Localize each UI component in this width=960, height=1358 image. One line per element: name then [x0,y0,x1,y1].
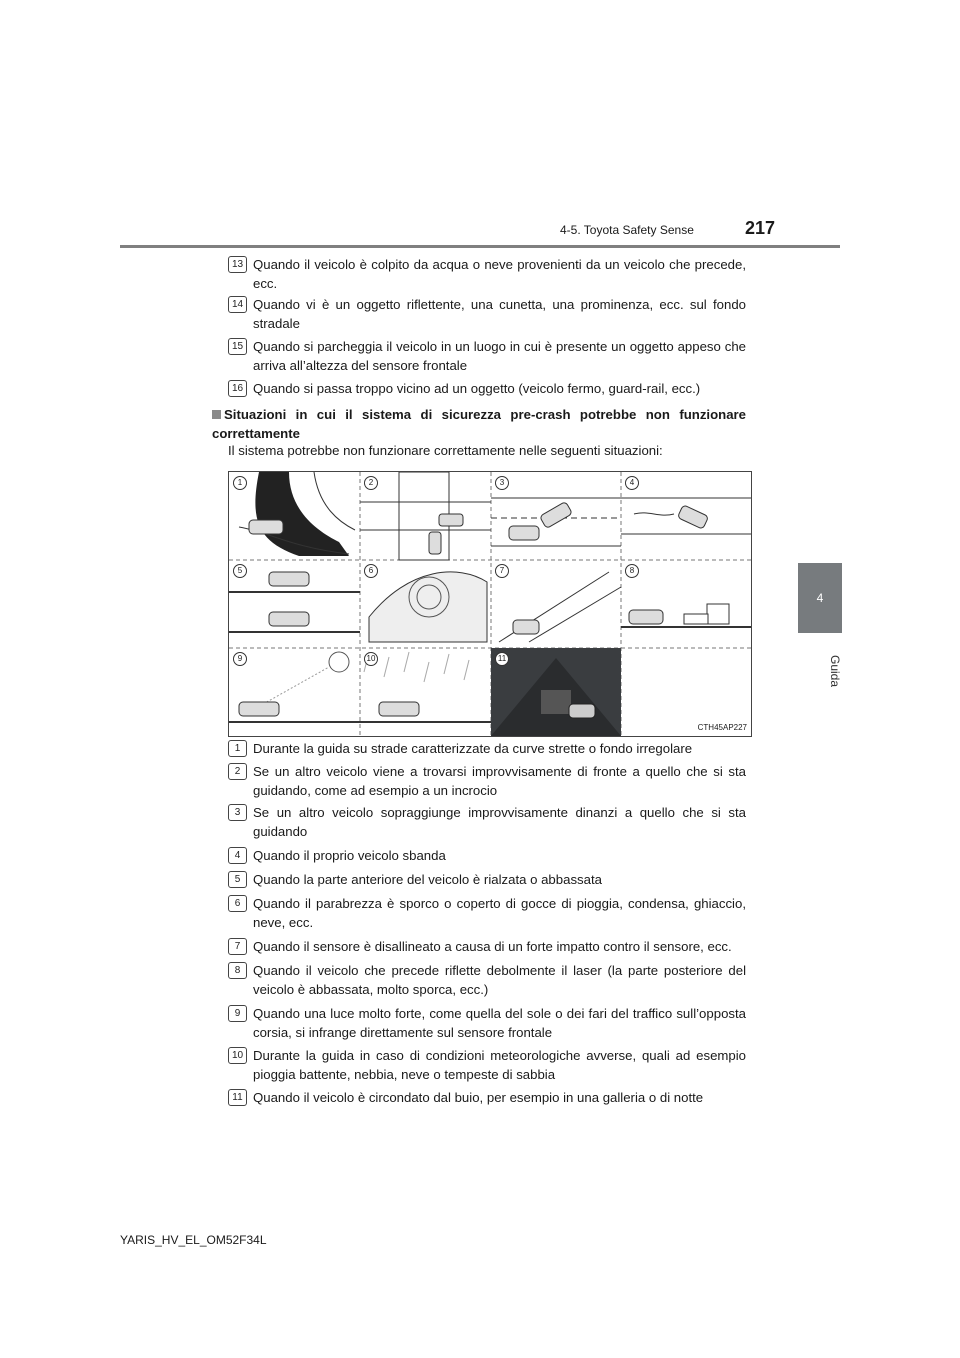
manual-code: YARIS_HV_EL_OM52F34L [120,1233,267,1247]
item-number-badge: 11 [228,1089,247,1106]
header-rule [120,245,840,248]
list-item-text: Durante la guida su strade caratterizzate da curve strette o fondo irregolare [253,741,693,756]
list-item-text: Durante la guida in caso di condizioni meteorologiche avverse, quali ad esempio pioggia battente, nebbia, neve o tempeste di sabbia [253,1048,746,1082]
list-item-text: Quando il parabrezza è sporco o coperto di gocce di pioggia, condensa, ghiaccio, neve, ecc. [253,896,746,930]
list-item-text: Quando il veicolo è circondato dal buio, per esempio in una galleria o di notte [253,1090,704,1105]
figure-label: 11 [495,652,509,666]
figure-label: 3 [495,476,509,490]
item-number-badge: 15 [228,338,247,355]
page-number: 217 [745,218,776,238]
item-number-badge: 5 [228,871,247,888]
item-number-badge: 13 [228,256,247,273]
item-number-badge: 4 [228,847,247,864]
illustration-drawing [229,472,751,736]
list-item-text: Quando si parcheggia il veicolo in un luogo in cui è presente un oggetto appeso che arriva all’altezza del sensore frontale [253,339,746,373]
list-item-text: Quando una luce molto forte, come quella del sole o dei fari del traffico sull’opposta corsia, si infrange direttamente sul sensore frontale [253,1006,746,1040]
situations-illustration [228,471,752,737]
chapter-tab-number: 4 [816,591,824,605]
item-number-badge: 10 [228,1047,247,1064]
list-item-text: Quando la parte anteriore del veicolo è rialzata o abbassata [253,872,602,887]
list-item-text: Quando il proprio veicolo sbanda [253,848,446,863]
figure-label: 9 [233,652,247,666]
item-number-badge: 1 [228,740,247,757]
item-number-badge: 14 [228,296,247,313]
item-number-badge: 7 [228,938,247,955]
item-number-badge: 2 [228,763,247,780]
item-number-badge: 8 [228,962,247,979]
section-heading-text: Situazioni in cui il sistema di sicurezza pre-crash potrebbe non funzionare correttamente [212,407,746,441]
list-item-text: Se un altro veicolo viene a trovarsi improvvisamente di fronte a quello che si sta guidando, come ad esempio a un incrocio [253,764,746,798]
section-title: 4-5. Toyota Safety Sense [560,223,694,237]
item-number-badge: 16 [228,380,247,397]
list-item-text: Quando vi è un oggetto riflettente, una cunetta, una prominenza, ecc. sul fondo stradale [253,297,746,331]
intro-text: Il sistema potrebbe non funzionare correttamente nelle seguenti situazioni: [228,443,663,458]
figure-label: 8 [625,564,639,578]
item-number-badge: 3 [228,804,247,821]
list-item-text: Quando si passa troppo vicino ad un oggetto (veicolo fermo, guard-rail, ecc.) [253,381,701,396]
figure-label: 1 [233,476,247,490]
list-item-text: Quando il veicolo che precede riflette debolmente il laser (la parte posteriore del veicolo è abbassata, molto sporca, ecc.) [253,963,746,997]
figure-label: 6 [364,564,378,578]
list-item-text: Quando il veicolo è colpito da acqua o neve provenienti da un veicolo che precede, ecc. [253,257,746,291]
list-item-text: Se un altro veicolo sopraggiunge improvvisamente dinanzi a quello che si sta guidando [253,805,746,839]
figure-label: 10 [364,652,378,666]
item-number-badge: 6 [228,895,247,912]
list-item-text: Quando il sensore è disallineato a causa di un forte impatto contro il sensore, ecc. [253,939,732,954]
figure-label: 2 [364,476,378,490]
square-bullet-icon [212,410,221,419]
figure-label: 7 [495,564,509,578]
figure-code: CTH45AP227 [697,723,747,732]
section-heading [212,405,746,443]
chapter-tab-label: Guida [828,655,842,688]
figure-label: 4 [625,476,639,490]
figure-label: 5 [233,564,247,578]
item-number-badge: 9 [228,1005,247,1022]
